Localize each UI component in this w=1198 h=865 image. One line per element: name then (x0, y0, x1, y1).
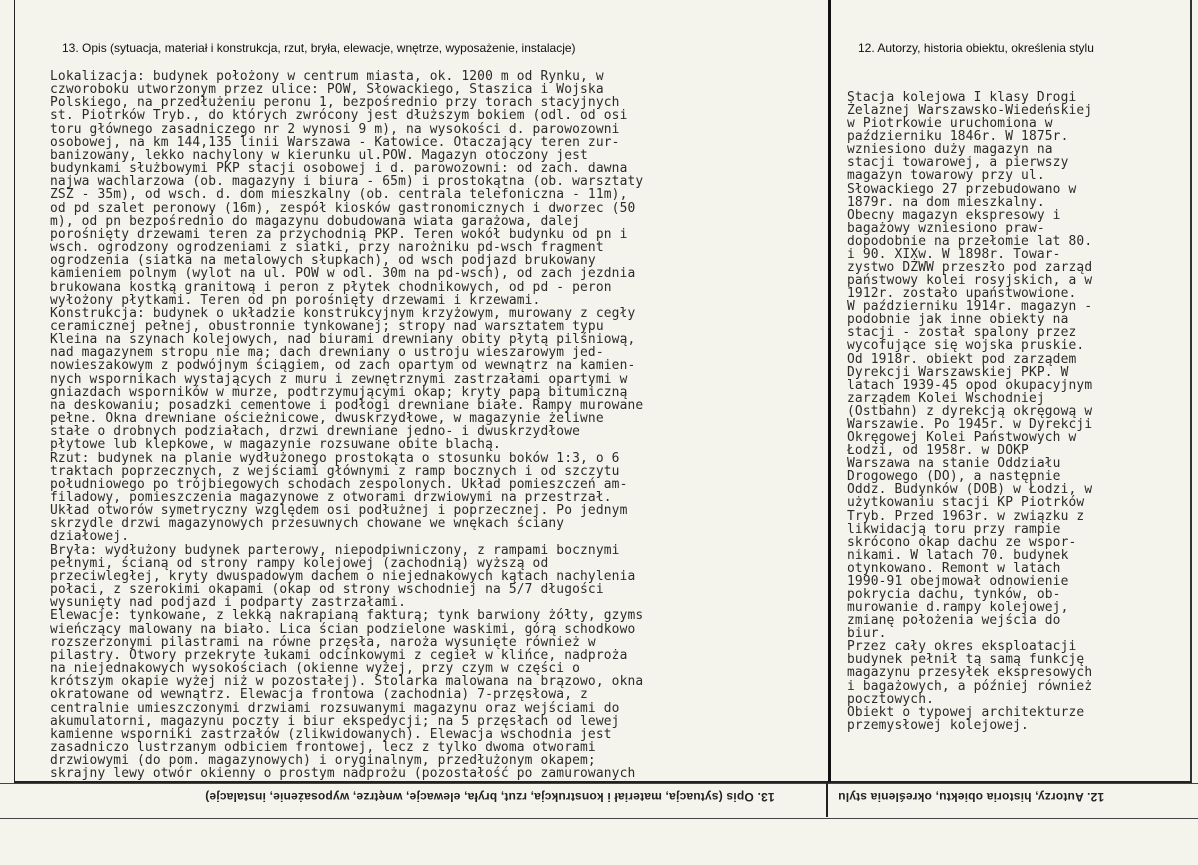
footer-divider (826, 783, 828, 817)
history-text: Stacja kolejowa I klasy Drogi Żelaznej Warszawsko-Wiedeńskiej w Piotrkowie uruchomiona w październiku 1846r. W 1875r. wzniesiono duży magazyn na stacji towarowej, a pierwszy magazyn towarowy przy ul. Słowackiego 27 przebudowano w 1879r. na dom mieszkalny. Obecny magazyn ekspresowy i bagażowy wzniesiono praw- dopodobnie na przełomie lat 80. i 90. XIXw. W 1898r. Towar- zystwo DŻWW przeszło pod zarząd państwowy kolei rosyjskich, a w 1912r. zostało upaństwowione. W październiku 1914r. magazyn - podobnie jak inne obiekty na stacji - został spalony przez wycofujące się wojska pruskie. Od 1918r. obiekt pod zarządem Dyrekcji Warszawskiej PKP. W latach 1939-45 opod okupacyjnym zarządem Kolei Wschodniej (Ostbahn) z dyrekcją okręgową w Warszawie. Po 1945r. w Dyrekcji Okręgowej Kolei Państwowych w Łodzi, od 1958r. w DOKP Warszawa na stanie Oddziału Drogowego (DO), a następnie Oddz. Budynków (DOB) w Łodzi, w użytkowaniu stacji KP Piotrków Tryb. Przed 1963r. w związku z likwidacją toru przy rampie skrócono okap dachu ze wspor- nikami. W latach 70. budynek otynkowano. Remont w latach 1990-91 obejmował odnowienie pokrycia dachu, tynków, ob- murowanie d.rampy kolejowej, zmianę położenia wejścia do biur. Przez cały okres eksploatacji budynek pełnił tą samą funkcję magazynu przesyłek ekspresowych i bagażowych, a później również pocztowych. Obiekt o typowej architekturze przemysłowej kolejowej. (847, 91, 1093, 732)
section-13-heading: 13. Opis (sytuacja, materiał i konstrukcja, rzut, bryła, elewacje, wnętrze, wyposażenie, instalacje) (62, 41, 576, 55)
mirrored-section-13-heading: 13. Opis (sytuacja, materiał i konstrukcja, rzut, bryła, elewacje, wnętrze, wyposażenie, instalacje) (205, 790, 775, 804)
section-12-heading: 12. Autorzy, historia obiektu, określenia stylu (858, 41, 1094, 55)
description-text: Lokalizacja: budynek położony w centrum miasta, ok. 1200 m od Rynku, w czworoboku utworzonym przez ulice: POW, Słowackiego, Staszica i Wojska Polskiego, na przedłużeniu peronu 1, bezpośrednio przy torach stacyjnych st. Piotrków Tryb., do których zwrócony jest dłuższym bokiem (odl. od osi toru głównego zasadniczego nr 2 wynosi 9 m), na wysokości d. parowozowni osobowej, na km 144,135 linii Warszawa - Katowice. Otaczający teren zur- banizowany, lekko nachylony w kierunku ul.POW. Magazyn otoczony jest budynkami służbowymi PKP stacji osobowej i d. parowozowni: od zach. dawna najwa wachlarzowa (ob. magazyny i biura - 65m) i prostokątna (ob. warsztaty ZSZ - 35m), od wsch. d. dom mieszkalny (ob. centrala telefoniczna - 11m), od pd szalet peronowy (16m), zespół kiosków gastronomicznych i dworzec (50 m), od pn bezpośrednio do magazynu dobudowana wiata garażowa, dalej porośnięty drzewami teren za przychodnią PKP. Teren wokół budynku od pn i wsch. ogrodzony ogrodzeniami z siatki, przy narożniku pd-wsch fragment ogrodzenia (siatka na metalowych słupkach), od wsch podjazd brukowany kamieniem polnym (wylot na ul. POW w odl. 30m na pd-wsch), od zach jezdnia brukowana kostką granitową i peron z płytek chodnikowych, od pd - peron wyłożony płytkami. Teren od pn porośnięty drzewami i krzewami. Konstrukcja: budynek o układzie konstrukcyjnym krzyżowym, murowany z cegły ceramicznej pełnej, obustronnie tynkowanej; stropy nad warsztatem typu Kleina na szynach kolejowych, nad biurami drewniany obity płytą pilśniową, nad magazynem stropu nie ma; dach drewniany o ustroju wieszarowym jed- nowieszakowym z podwójnym ściągiem, od zach opartym od wewnątrz na kamien- nych wspornikach wystających z muru i zewnętrznymi zastrzałami opartymi w gniazdach wsporników w murze, podtrzymującymi okap; kryty papą bitumiczną na deskowaniu; posadzki cementowe i podłogi drewniane białe. Rampy murowane pełne. Okna drewniane ościeżnicowe, dwuskrzydłowe, w magazynie żeliwne stałe o drobnych podziałach, drzwi drewniane jedno- i dwuskrzydłowe płytowe lub klepkowe, w magazynie rozsuwane obite blachą. Rzut: budynek na planie wydłużonego prostokąta o stosunku boków 1:3, o 6 traktach poprzecznych, z wejściami głównymi z ramp bocznych i od szczytu południowego po trójbiegowych schodach zespolonych. Układ pomieszczeń am- filadowy, pomieszczenia magazynowe z otworami drzwiowymi na przestrzał. Układ otworów symetryczny względem osi podłużnej i poprzecznej. Po jednym skrzydle drzwi magazynowych przesuwnych chowane we wnękach ściany działowej. Bryła: wydłużony budynek parterowy, niepodpiwniczony, z rampami bocznymi pełnymi, ścianą od strony rampy kolejowej (zachodnią) wyższą od przeciwległej, kryty dwuspadowym dachem o niejednakowych kątach nachylenia połaci, z szerokimi okapami (okap od strony wschodniej na 5/7 długości wysunięty nad podjazd i podparty zastrzałami. Elewacje: tynkowane, z lekką nakrapianą fakturą; tynk barwiony żółty, gzyms wieńczący malowany na biało. Lica ścian podzielone waskimi, górą schodkowo rozszerzonymi pilastrami na równe przęsła, naroża wysunięte również w pilastry. Otwory przekryte łukami odcinkowymi z cegieł w klińce, nadproża na niejednakowych wysokościach (okienne wyżej, przy czym w części o krótszym okapie wyżej niż w pozostałej). Stolarka malowana na brązowo, okna okratowane od wewnątrz. Elewacja frontowa (zachodnia) 7-przęsłowa, z centralnie umieszczonymi drzwiami rozsuwanymi magazynu oraz wejściami do akumulatorni, magazynu poczty i biur ekspedycji; na 5 przęsłach od lewej kamienne wsporniki zastrzałów (zlikwidowanych). Elewacja wschodnia jest zasadniczo lustrzanym odbiciem frontowej, lecz z tylko dwoma otworami drzwiowymi (do pom. magazynowych) i oryginalnym, przedłużonym okapem; skrajny lewy otwór okienny o prostym nadprożu (pozostałość po zamurowanych (50, 70, 644, 781)
mirrored-section-12-heading: 12. Autorzy, historia obiektu, określenia stylu (838, 790, 1105, 804)
